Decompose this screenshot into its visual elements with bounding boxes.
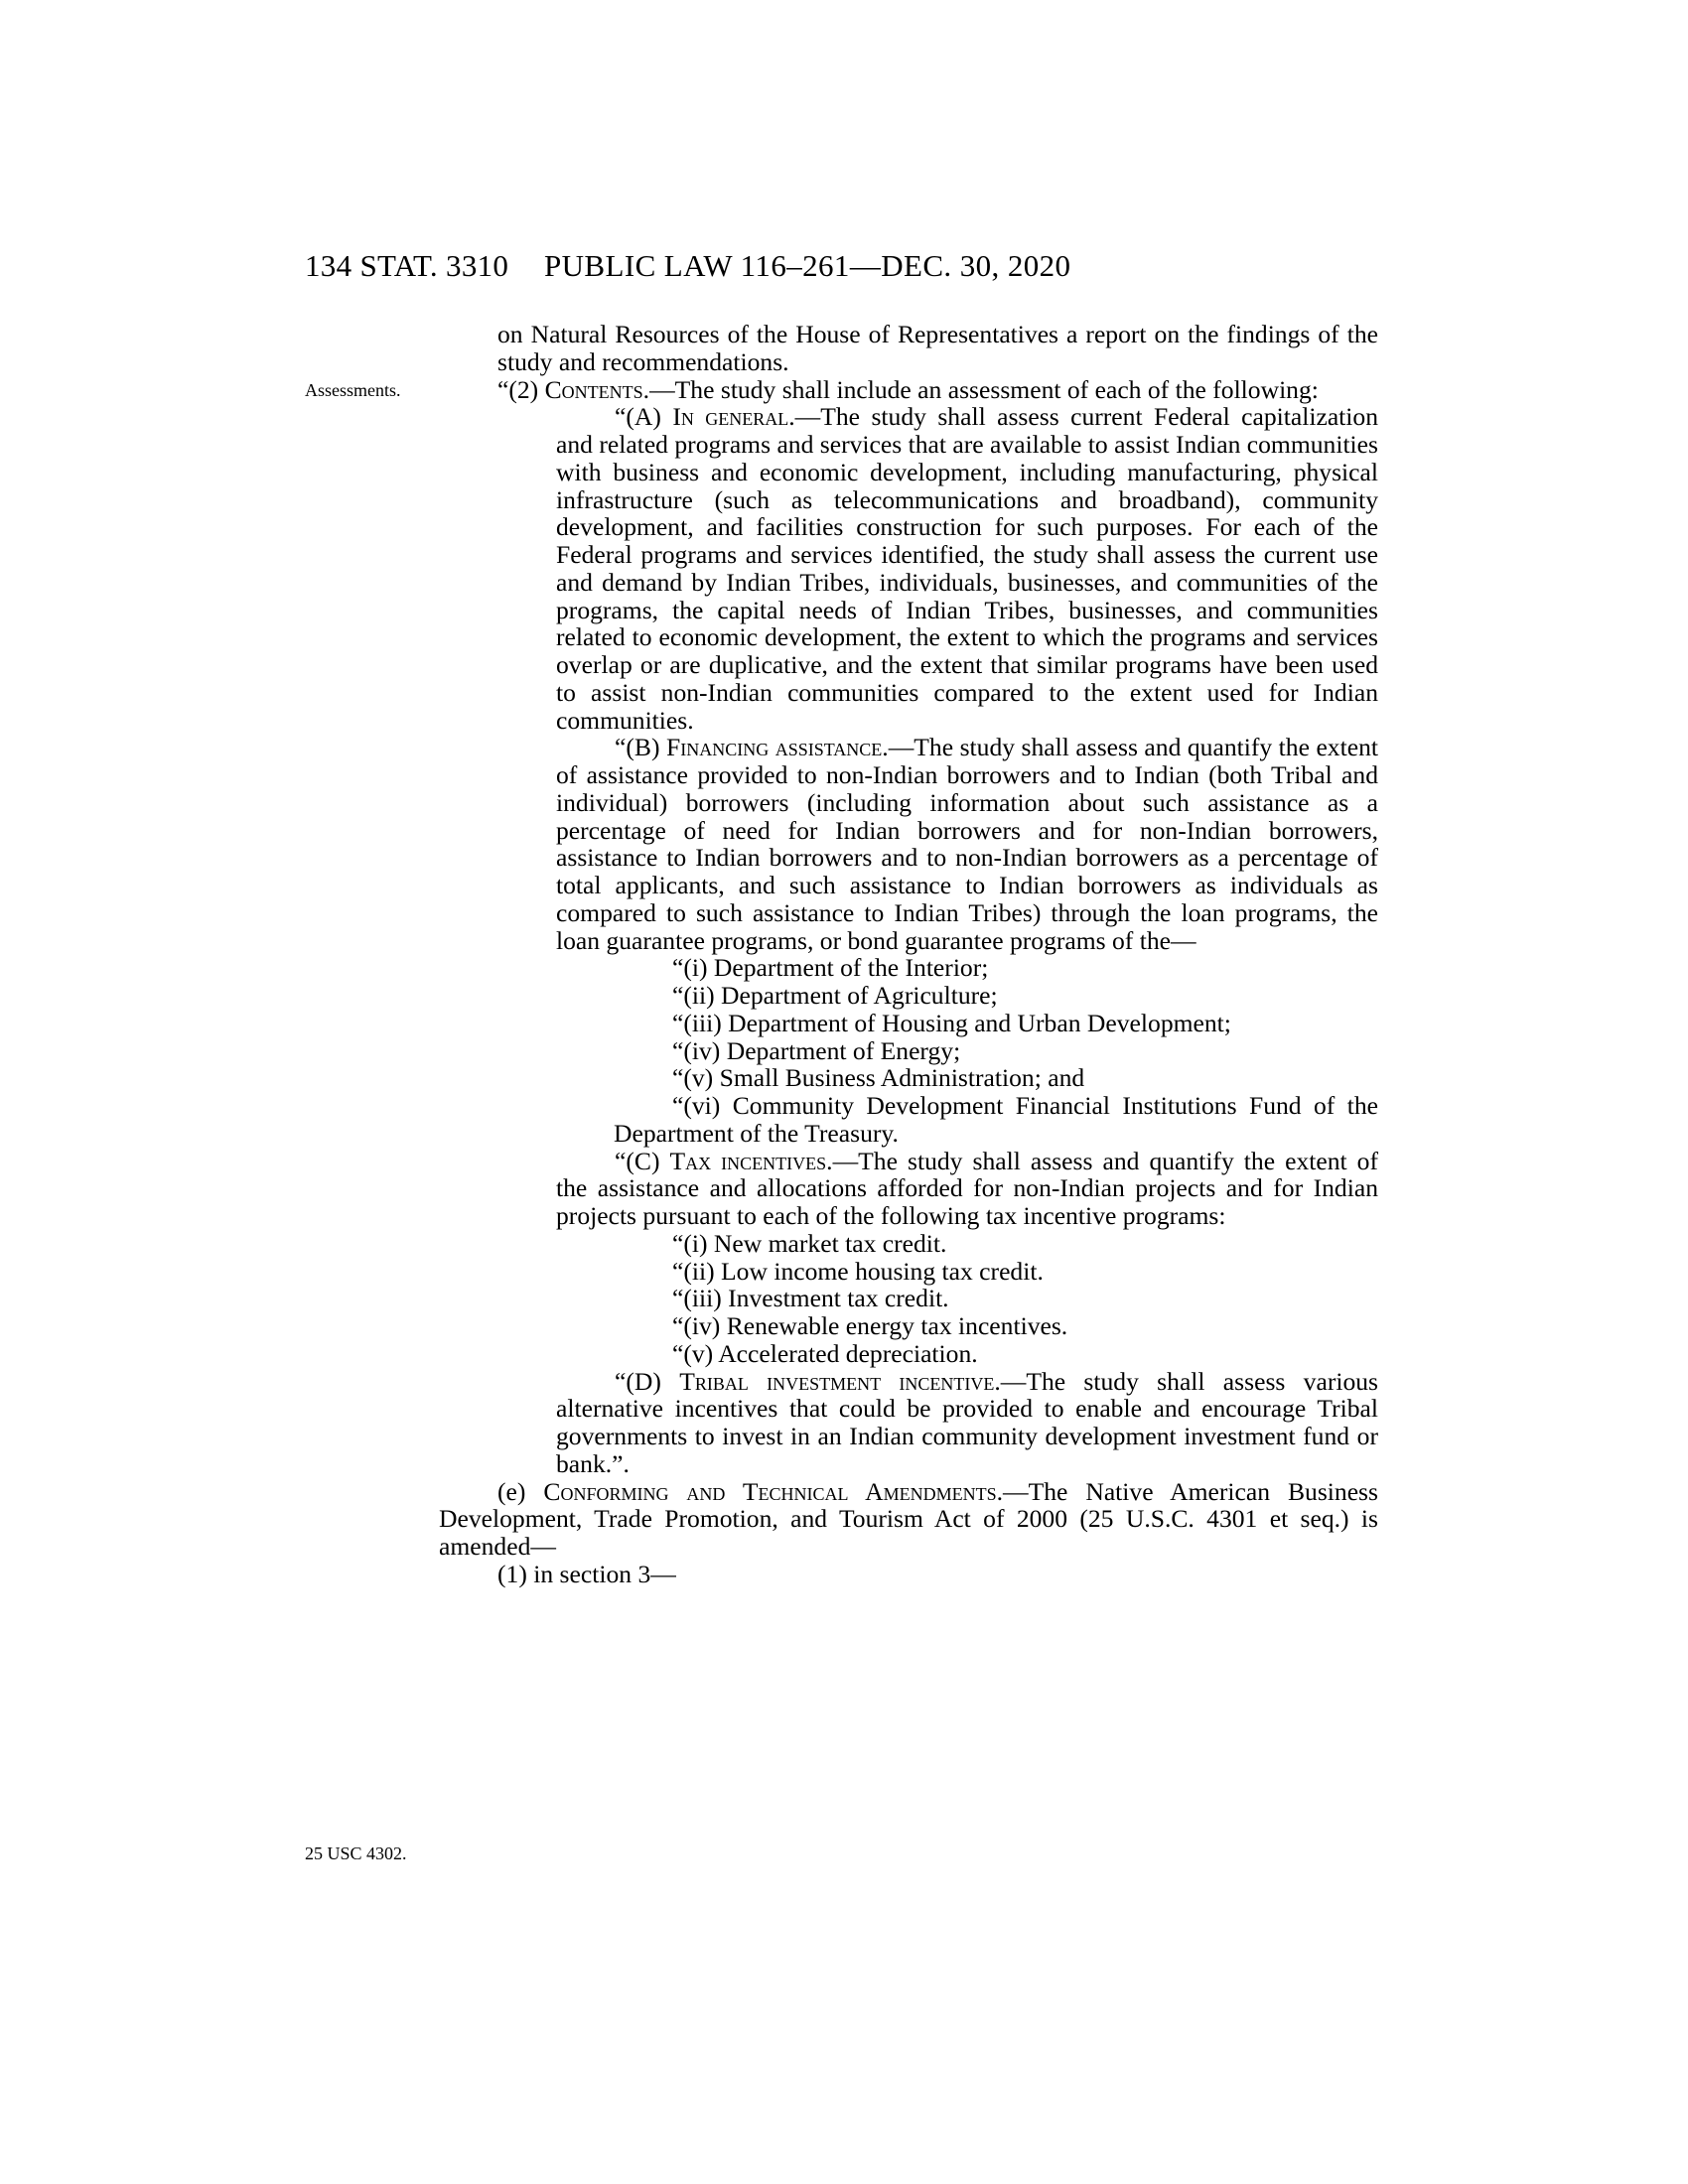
margin-note-assessments: Assessments. xyxy=(305,380,401,400)
clause-b-vi: “(vi) Community Development Financial Institutions Fund of the Department of the Treasury. xyxy=(614,1091,1378,1148)
paragraph-1-section-3: (1) in section 3— xyxy=(497,1559,676,1588)
subparagraph-b: “(B) Financing assistance.—The study shall assess and quantify the extent of assistance provided to non-Indian borrowers and to Indian (both Tribal and individual) borrowers (including information about such assistance as a percentage of need for Indian borrowers and for non-Indian borrowers, assistance to Indian borrowers and to non-Indian borrowers as a percentage of total applicants, and such assistance to Indian borrowers as individuals as compared to such assistance to Indian Tribes) through the loan programs, the loan guarantee programs, or bond guarantee programs of the— xyxy=(556,733,1378,955)
body-text xyxy=(439,320,1379,1588)
clause-b-ii: “(ii) Department of Agriculture; xyxy=(672,981,998,1010)
clause-c-v: “(v) Accelerated depreciation. xyxy=(672,1338,978,1368)
clause-c-i: “(i) New market tax credit. xyxy=(672,1228,947,1258)
subsection-e: (e) Conforming and Technical Amendments.—The Native American Business Development, Trade Promotion, and Tourism Act of 2000 (25 U.S.C. 4301 et seq.) is amended— xyxy=(439,1476,1378,1561)
paragraph-continuation: on Natural Resources of the House of Representatives a report on the findings of the study and recommendations. xyxy=(497,320,1378,376)
subparagraph-a: “(A) In general.—The study shall assess current Federal capitalization and related programs and services that are available to assist Indian communities with business and economic development, including manufacturing, physical infrastructure (such as telecommunications and broadband), community development, and facilities construction for such purposes. For each of the Federal programs and services identified, the study shall assess the current use and demand by Indian Tribes, individuals, businesses, and communities of the programs, the capital needs of Indian Tribes, businesses, and communities related to economic development, the extent to which the programs and services overlap or are duplicative, and the extent that similar programs have been used to assist non-Indian communities compared to the extent used for Indian communities. xyxy=(556,402,1378,735)
clause-c-iii: “(iii) Investment tax credit. xyxy=(672,1284,949,1313)
clause-c-ii: “(ii) Low income housing tax credit. xyxy=(672,1256,1044,1286)
paragraph-2-contents: “(2) Contents.—The study shall include an assessment of each of the following: xyxy=(497,374,1319,404)
subparagraph-c: “(C) Tax incentives.—The study shall assess and quantify the extent of the assistance and allocations afforded for non-Indian projects and for Indian projects pursuant to each of the following tax incentive programs: xyxy=(556,1146,1378,1230)
clause-b-v: “(v) Small Business Administration; and xyxy=(672,1063,1085,1093)
margin-note-usc: 25 USC 4302. xyxy=(305,1843,407,1863)
public-law-title: PUBLIC LAW 116–261—DEC. 30, 2020 xyxy=(544,248,1071,283)
clause-c-iv: “(iv) Renewable energy tax incentives. xyxy=(672,1311,1068,1340)
clause-b-iii: “(iii) Department of Housing and Urban Development; xyxy=(672,1008,1231,1037)
page-header xyxy=(305,246,1378,286)
statute-citation: 134 STAT. 3310 xyxy=(305,248,509,283)
subparagraph-d: “(D) Tribal investment incentive.—The study shall assess various alternative incentives that could be provided to enable and encourage Tribal governments to invest in an Indian community development investment fund or bank.”. xyxy=(556,1366,1379,1478)
clause-b-iv: “(iv) Department of Energy; xyxy=(672,1035,961,1065)
clause-b-i: “(i) Department of the Interior; xyxy=(672,953,989,983)
